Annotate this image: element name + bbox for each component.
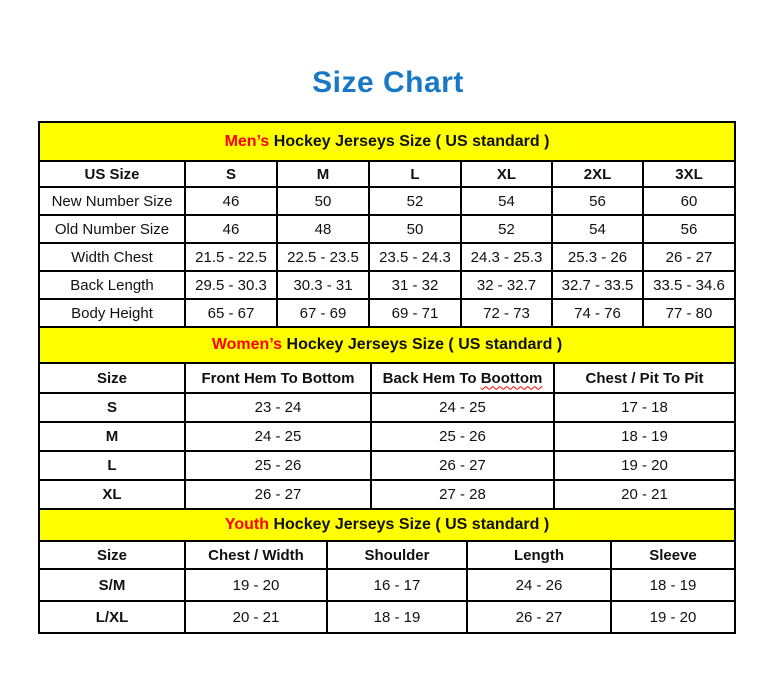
size-value: 54 [461, 187, 552, 215]
youth-col-header-chest-width: Chest / Width [185, 541, 327, 569]
womens-col-header-chest: Chest / Pit To Pit [554, 363, 735, 393]
size-value: 26 - 27 [185, 480, 371, 509]
size-value: 52 [461, 215, 552, 243]
youth-banner-rest: Hockey Jerseys Size ( US standard ) [269, 516, 550, 533]
size-value: 69 - 71 [369, 299, 461, 327]
size-value: 25 - 26 [185, 451, 371, 480]
size-value: 21.5 - 22.5 [185, 243, 277, 271]
row-label: S [39, 393, 185, 422]
mens-col-header-l: L [369, 161, 461, 187]
size-value: 25.3 - 26 [552, 243, 643, 271]
womens-col-header-front-hem: Front Hem To Bottom [185, 363, 371, 393]
size-value: 32 - 32.7 [461, 271, 552, 299]
youth-row-sm [39, 569, 735, 601]
size-value: 18 - 19 [611, 569, 735, 601]
size-value: 31 - 32 [369, 271, 461, 299]
youth-size-table [38, 508, 736, 634]
size-value: 19 - 20 [611, 601, 735, 633]
size-value: 60 [643, 187, 735, 215]
row-label: Back Length [39, 271, 185, 299]
row-label: XL [39, 480, 185, 509]
size-value: 65 - 67 [185, 299, 277, 327]
mens-col-header-s: S [185, 161, 277, 187]
mens-section-banner [39, 122, 735, 161]
womens-row-m [39, 422, 735, 451]
womens-size-table [38, 326, 736, 510]
womens-row-l [39, 451, 735, 480]
womens-section-banner [39, 327, 735, 363]
size-value: 30.3 - 31 [277, 271, 369, 299]
womens-banner-row [39, 327, 735, 363]
mens-size-table [38, 121, 736, 328]
size-value: 74 - 76 [552, 299, 643, 327]
back-hem-label-prefix: Back Hem To [382, 369, 481, 387]
youth-banner-row [39, 509, 735, 541]
size-value: 19 - 20 [185, 569, 327, 601]
row-label: M [39, 422, 185, 451]
mens-banner-highlight: Men’s [224, 132, 270, 150]
youth-col-header-length: Length [467, 541, 611, 569]
back-hem-misspelled-word: Boottom [480, 369, 543, 387]
size-value: 26 - 27 [467, 601, 611, 633]
mens-row-old-number-size [39, 215, 735, 243]
youth-header-row [39, 541, 735, 569]
mens-banner-row [39, 122, 735, 161]
size-value: 20 - 21 [185, 601, 327, 633]
mens-row-body-height [39, 299, 735, 327]
youth-col-header-sleeve: Sleeve [611, 541, 735, 569]
mens-col-header-3xl: 3XL [643, 161, 735, 187]
row-label: Width Chest [39, 243, 185, 271]
size-value: 46 [185, 187, 277, 215]
mens-row-new-number-size [39, 187, 735, 215]
size-value: 16 - 17 [327, 569, 467, 601]
size-value: 22.5 - 23.5 [277, 243, 369, 271]
youth-col-header-shoulder: Shoulder [327, 541, 467, 569]
size-value: 17 - 18 [554, 393, 735, 422]
size-value: 56 [552, 187, 643, 215]
size-value: 23 - 24 [185, 393, 371, 422]
size-value: 26 - 27 [371, 451, 554, 480]
size-value: 50 [277, 187, 369, 215]
mens-col-header-m: M [277, 161, 369, 187]
womens-row-s [39, 393, 735, 422]
row-label: S/M [39, 569, 185, 601]
row-label: New Number Size [39, 187, 185, 215]
size-value: 67 - 69 [277, 299, 369, 327]
size-tables-container [38, 121, 736, 634]
womens-banner-rest: Hockey Jerseys Size ( US standard ) [282, 336, 563, 353]
row-label: L/XL [39, 601, 185, 633]
size-value: 25 - 26 [371, 422, 554, 451]
size-value: 24 - 25 [371, 393, 554, 422]
size-value: 23.5 - 24.3 [369, 243, 461, 271]
womens-banner-highlight: Women’s [211, 336, 283, 353]
size-value: 56 [643, 215, 735, 243]
youth-section-banner [39, 509, 735, 541]
mens-row-width-chest [39, 243, 735, 271]
size-value: 77 - 80 [643, 299, 735, 327]
size-value: 24 - 25 [185, 422, 371, 451]
size-value: 27 - 28 [371, 480, 554, 509]
mens-col-header-2xl: 2XL [552, 161, 643, 187]
womens-col-header-size: Size [39, 363, 185, 393]
womens-col-header-back-hem [371, 363, 554, 393]
row-label: Old Number Size [39, 215, 185, 243]
mens-row-back-length [39, 271, 735, 299]
mens-header-row [39, 161, 735, 187]
size-value: 19 - 20 [554, 451, 735, 480]
size-value: 26 - 27 [643, 243, 735, 271]
row-label: Body Height [39, 299, 185, 327]
womens-row-xl [39, 480, 735, 509]
youth-banner-highlight: Youth [224, 516, 270, 533]
size-value: 24.3 - 25.3 [461, 243, 552, 271]
size-value: 20 - 21 [554, 480, 735, 509]
size-value: 50 [369, 215, 461, 243]
row-label: L [39, 451, 185, 480]
size-value: 52 [369, 187, 461, 215]
youth-row-lxl [39, 601, 735, 633]
page-title: Size Chart [312, 66, 464, 99]
mens-banner-rest: Hockey Jerseys Size ( US standard ) [269, 132, 550, 150]
size-value: 24 - 26 [467, 569, 611, 601]
size-value: 46 [185, 215, 277, 243]
size-value: 54 [552, 215, 643, 243]
size-value: 18 - 19 [327, 601, 467, 633]
size-value: 32.7 - 33.5 [552, 271, 643, 299]
size-value: 72 - 73 [461, 299, 552, 327]
size-value: 29.5 - 30.3 [185, 271, 277, 299]
womens-header-row [39, 363, 735, 393]
size-value: 18 - 19 [554, 422, 735, 451]
size-value: 33.5 - 34.6 [643, 271, 735, 299]
size-value: 48 [277, 215, 369, 243]
mens-col-header-xl: XL [461, 161, 552, 187]
mens-col-header-us-size: US Size [39, 161, 185, 187]
youth-col-header-size: Size [39, 541, 185, 569]
